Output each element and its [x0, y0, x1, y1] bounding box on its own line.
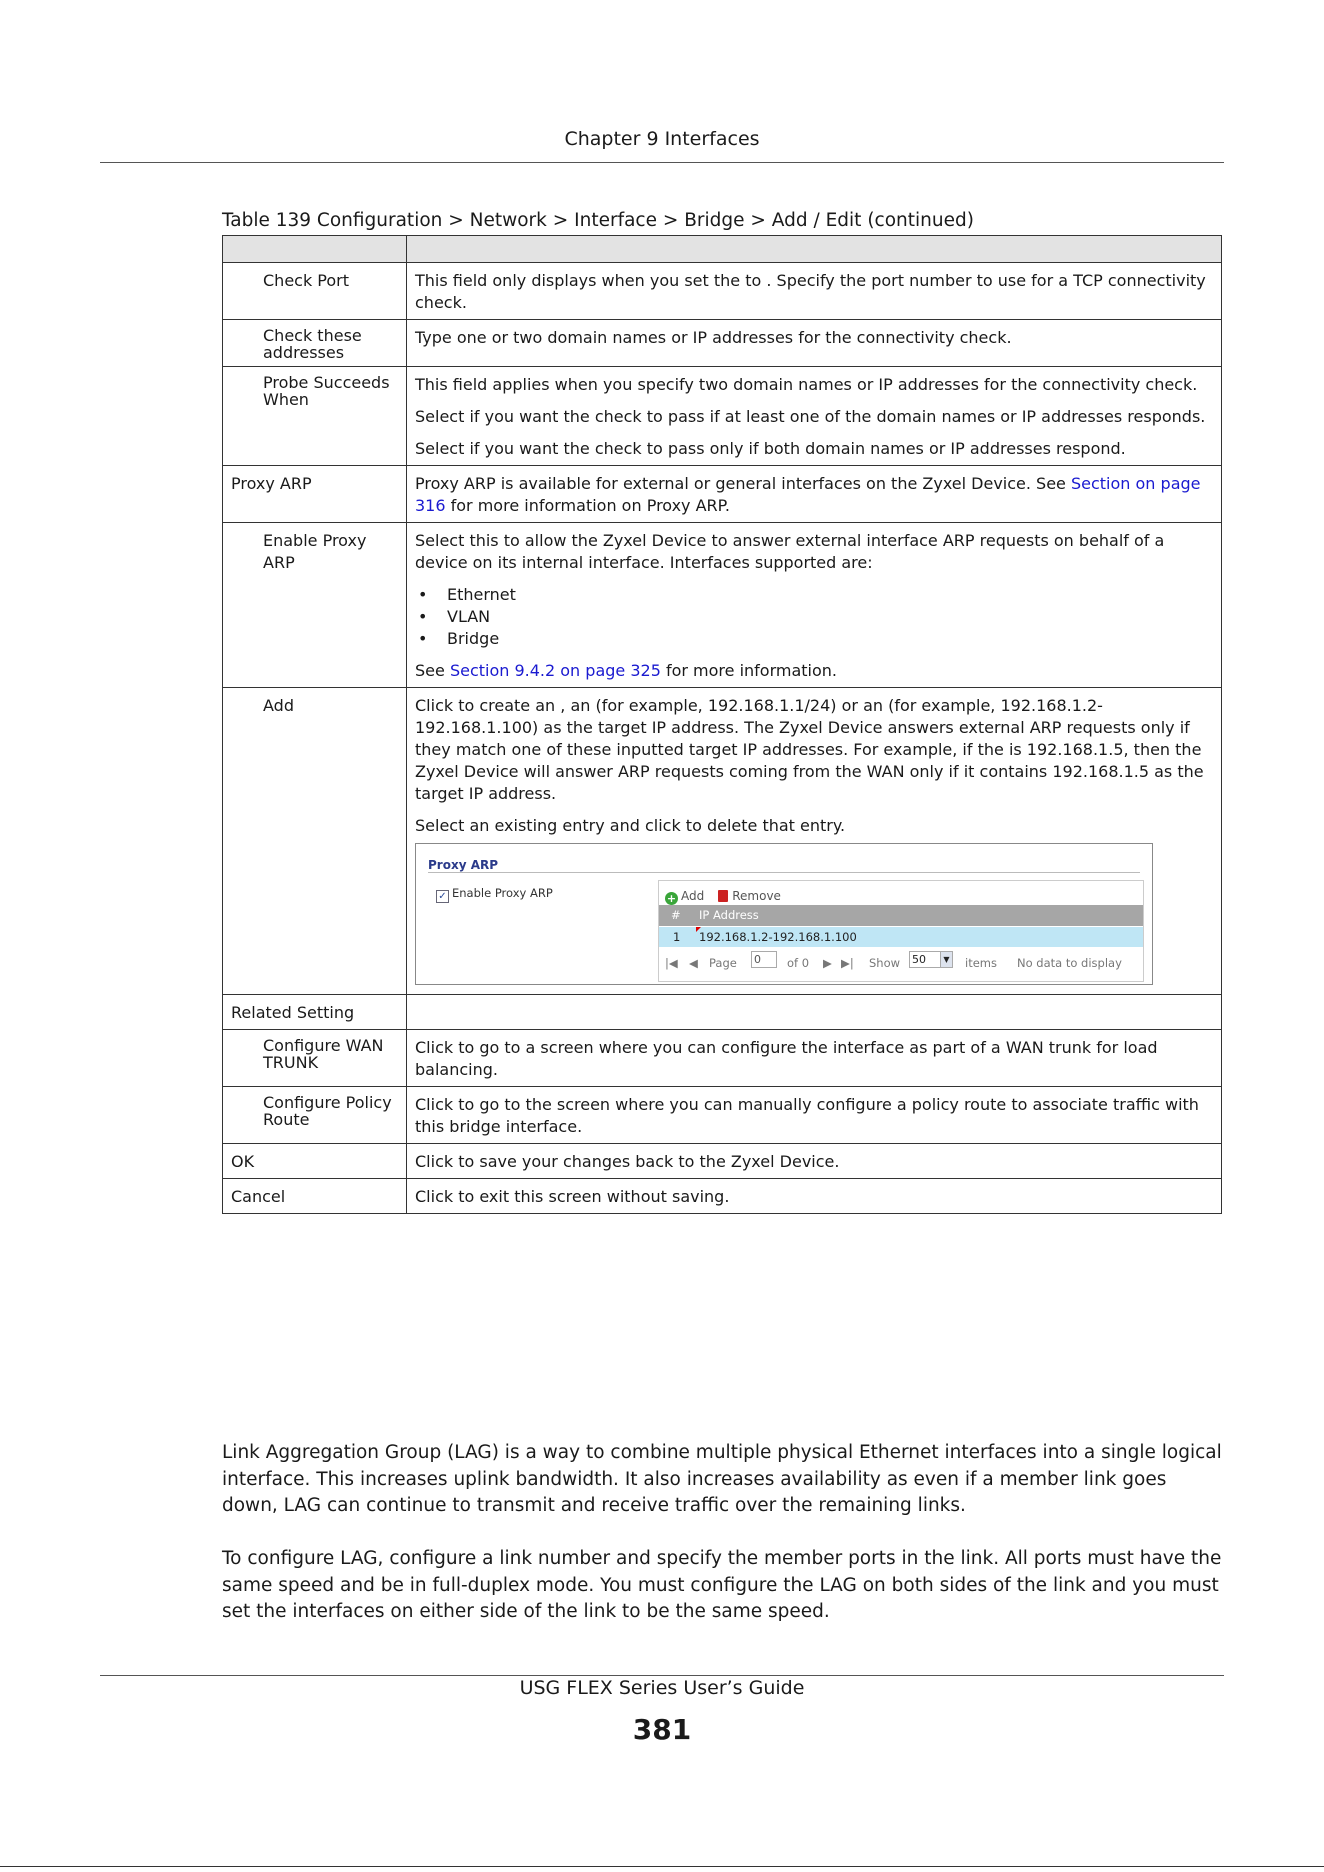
footer-divider: [100, 1675, 1224, 1676]
checkbox-checked-icon: ✓: [436, 890, 449, 903]
body-paragraph: Link Aggregation Group (LAG) is a way to combine multiple physical Ethernet interfaces into a single logical interface. This increases uplink bandwidth. It also increases availability as even if a member link goes down, LAG can continue to transmit and receive traffic over the remaining links.: [222, 1442, 1222, 1516]
row-label: [223, 320, 407, 367]
checkbox-label: Enable Proxy ARP: [452, 886, 553, 900]
table-row: [223, 466, 1222, 523]
screenshot-title: Proxy ARP: [428, 858, 499, 872]
ip-address-grid: [658, 880, 1144, 982]
list-item: • Bridge: [415, 628, 1213, 650]
row-label: Check Port: [223, 263, 407, 320]
screenshot-title-divider: [428, 872, 1140, 873]
body-paragraph: To configure LAG, configure a link number and specify the member ports in the link. All ports must have the same speed and be in full-duplex mode. You must configure the LAG on both sides of the link and you must set the interfaces on either side of the link to be the same speed.: [222, 1548, 1222, 1622]
description-paragraph: [415, 660, 1213, 682]
table-row: [223, 995, 1222, 1030]
interface-list: [415, 584, 1213, 650]
list-item: • VLAN: [415, 606, 1213, 628]
grid-pager: [659, 951, 1143, 975]
row-label-line: Configure WAN: [263, 1036, 384, 1055]
plus-icon: +: [666, 892, 677, 905]
section-link[interactable]: Section on page 316: [415, 474, 1201, 515]
trash-icon: [718, 890, 728, 902]
page-size-select[interactable]: [909, 951, 953, 968]
row-label: OK: [223, 1144, 407, 1179]
row-label-line: Configure Policy: [263, 1093, 392, 1112]
row-description: This field only displays when you set the to . Specify the port number to use for a TCP connectivity check.: [407, 263, 1222, 320]
no-data-label: No data to display: [1017, 956, 1122, 970]
table-header-row: [223, 236, 1222, 263]
description-paragraph: This field applies when you specify two domain names or IP addresses for the connectivity check.: [415, 375, 1198, 394]
description-paragraph: Click to create an , an (for example, 192.168.1.1/24) or an (for example, 192.168.1.2-192.168.1.100) as the target IP address. The Zyxel Device answers external ARP requests only if they match one of these inputted target IP addresses. For example, if the is 192.168.1.5, then the Zyxel Device will answer ARP requests coming from the WAN only if it contains 192.168.1.5 as the target IP address.: [415, 696, 1204, 803]
remove-button[interactable]: [704, 889, 781, 903]
description-paragraph: Select an existing entry and click to delete that entry.: [415, 816, 846, 835]
row-label-line: When: [263, 390, 309, 409]
header-cell-label: [223, 236, 407, 263]
table-caption: Table 139 Configuration > Network > Interface > Bridge > Add / Edit (continued): [222, 210, 974, 231]
first-page-icon[interactable]: |◀: [665, 956, 678, 970]
grid-header: [659, 905, 1143, 926]
row-label: Enable Proxy ARP: [223, 523, 407, 688]
row-label-line: Probe Succeeds: [263, 373, 390, 392]
row-number: 1: [673, 930, 681, 944]
row-ip-address: 192.168.1.2-192.168.1.100: [699, 930, 857, 944]
description-text: for more information on Proxy ARP.: [445, 496, 730, 515]
description-text: See: [415, 661, 450, 680]
page-label: Page: [709, 956, 737, 970]
row-label-line: addresses: [263, 343, 345, 362]
table-row: [223, 1179, 1222, 1214]
row-description: [407, 367, 1222, 466]
description-paragraph: Select this to allow the Zyxel Device to answer external interface ARP requests on behalf of a device on its internal interface. Interfaces supported are:: [415, 531, 1165, 572]
row-label-line: Check these: [263, 326, 362, 345]
row-description: [407, 466, 1222, 523]
guide-title: USG FLEX Series User’s Guide: [519, 1677, 805, 1699]
row-description: Click to go to a screen where you can configure the interface as part of a WAN trunk for load balancing.: [407, 1030, 1222, 1087]
config-table: [222, 235, 1222, 1214]
column-header-number[interactable]: #: [671, 908, 681, 922]
table-row: [223, 688, 1222, 995]
table-row: [223, 1087, 1222, 1144]
description-paragraph: Select if you want the check to pass only if both domain names or IP addresses respond.: [415, 439, 1126, 458]
row-label: Add: [223, 688, 407, 995]
row-description: [407, 688, 1222, 995]
add-button-label: Add: [681, 889, 705, 903]
bottom-divider: [0, 1866, 1324, 1867]
description-paragraph: Select if you want the check to pass if at least one of the domain names or IP addresses responds.: [415, 407, 1206, 426]
table-row: [223, 263, 1222, 320]
section-link[interactable]: Section 9.4.2 on page 325: [449, 661, 661, 680]
row-label: Related Setting: [223, 995, 407, 1030]
description-text: Proxy ARP is available for external or general interfaces on the Zyxel Device. See: [415, 474, 1071, 493]
row-label: [223, 1030, 407, 1087]
previous-page-icon[interactable]: ◀: [689, 956, 698, 970]
items-label: items: [965, 956, 997, 970]
next-page-icon[interactable]: ▶: [823, 956, 832, 970]
page-size-value: 50: [912, 953, 926, 966]
chevron-down-icon: ▼: [940, 952, 952, 967]
row-label: Proxy ARP: [223, 466, 407, 523]
show-label: Show: [869, 956, 901, 970]
row-label: [223, 367, 407, 466]
list-item: • Ethernet: [415, 584, 1213, 606]
row-description: Click to go to the screen where you can manually configure a policy route to associate traffic with this bridge interface.: [407, 1087, 1222, 1144]
row-description: Click to exit this screen without saving.: [407, 1179, 1222, 1214]
row-label: Cancel: [223, 1179, 407, 1214]
enable-proxy-arp-checkbox[interactable]: [436, 882, 553, 904]
row-description: Type one or two domain names or IP addresses for the connectivity check.: [407, 320, 1222, 367]
chapter-title: Chapter 9 Interfaces: [564, 128, 760, 150]
table-row: [223, 523, 1222, 688]
page-count: of 0: [787, 956, 810, 970]
header-cell-description: [407, 236, 1222, 263]
table-row: [223, 1030, 1222, 1087]
row-description: [407, 523, 1222, 688]
table-row[interactable]: [659, 927, 1143, 947]
description-text: for more information.: [660, 661, 838, 680]
proxy-arp-screenshot: [415, 843, 1153, 985]
header-divider: [100, 162, 1224, 163]
last-page-icon[interactable]: ▶|: [841, 956, 854, 970]
row-label-line: Route: [263, 1110, 310, 1129]
column-header-ip-address[interactable]: IP Address: [699, 908, 759, 922]
grid-toolbar: [665, 885, 781, 907]
row-label-line: TRUNK: [263, 1053, 319, 1072]
page-input[interactable]: 0: [751, 951, 777, 968]
remove-button-label: Remove: [732, 889, 781, 903]
row-description: Click to save your changes back to the Zyxel Device.: [407, 1144, 1222, 1179]
page-number: 381: [632, 1713, 692, 1746]
table-row: [223, 367, 1222, 466]
table-row: [223, 1144, 1222, 1179]
row-label: [223, 1087, 407, 1144]
row-description: [407, 995, 1222, 1030]
add-button[interactable]: [665, 889, 704, 903]
table-row: [223, 320, 1222, 367]
